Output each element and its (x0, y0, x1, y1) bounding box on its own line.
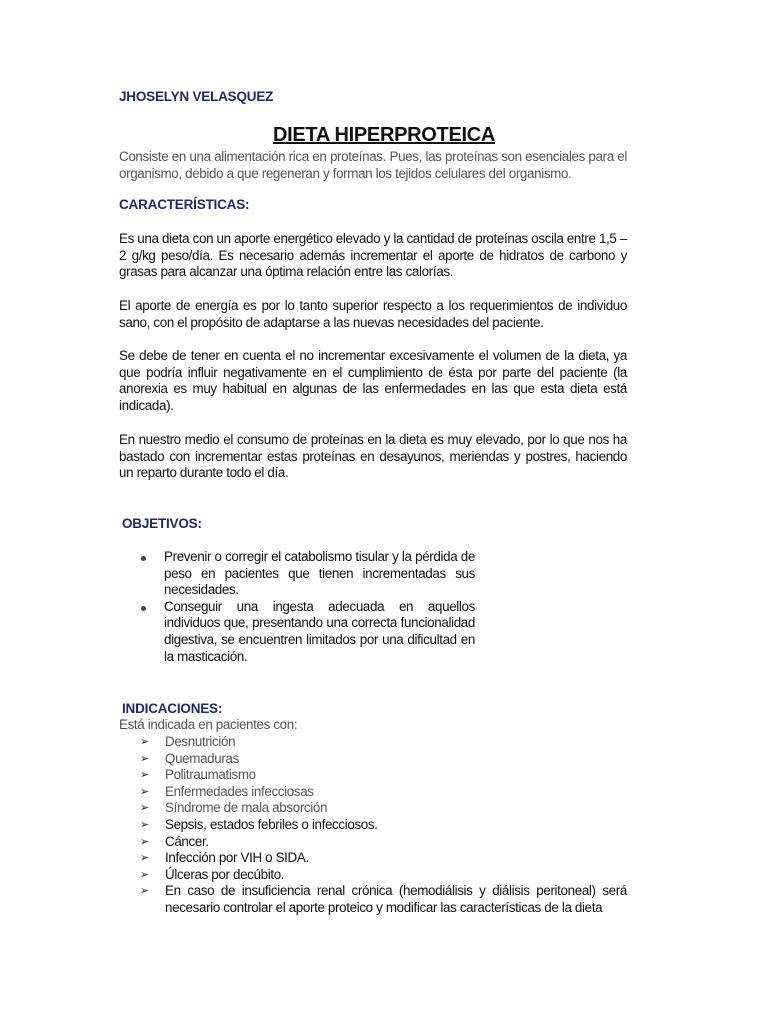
arrow-bullet-icon: ➢ (140, 752, 149, 765)
objetivo-item (119, 549, 475, 599)
objetivo-text: Prevenir o corregir el catabolismo tisular y la pérdida de peso en pacientes que tienen incrementadas sus necesidades. (164, 549, 475, 598)
arrow-bullet-icon: ➢ (140, 785, 149, 798)
indicaciones-list (119, 734, 627, 917)
objetivos-list (119, 549, 475, 665)
indicacion-text: En caso de insuficiencia renal crónica (hemodiálisis y diálisis peritoneal) será necesario controlar el aporte proteico y modificar las características de la dieta (165, 883, 627, 915)
arrow-bullet-icon: ➢ (140, 736, 149, 748)
indicacion-text: Quemaduras (165, 750, 239, 766)
document-title: DIETA HIPERPROTEICA (272, 124, 496, 146)
objetivo-text: Conseguir una ingesta adecuada en aquellos individuos que, presentando una correcta funcionalidad digestiva, se encuentren limitados por una dificultad en la masticación. (164, 598, 475, 664)
arrow-bullet-icon: ➢ (140, 885, 149, 898)
indicacion-item (119, 800, 627, 817)
indicacion-item (119, 784, 627, 801)
indicacion-text: Desnutrición (165, 734, 236, 749)
arrow-bullet-icon: ➢ (140, 868, 149, 881)
objetivos-heading: OBJETIVOS: (122, 516, 202, 531)
caracteristicas-paragraph-1: Es una dieta con un aporte energético elevado y la cantidad de proteínas oscila entre 1,5 – 2 g/kg peso/día. Es necesario además incrementar el aporte de hidratos de carbono y grasas para alcanzar una óptima relación entre las calorías. (119, 231, 627, 280)
caracteristicas-paragraph-3: Se debe de tener en cuenta el no incrementar excesivamente el volumen de la dieta, ya que podría influir negativamente en el cumplimiento de ésta por parte del paciente (la anorexia es muy habitual en algunas de las enfermedades en las que esta dieta está indicada). (119, 348, 627, 413)
caracteristicas-paragraph-2: El aporte de energía es por lo tanto superior respecto a los requerimientos de individuo sano, con el propósito de adaptarse a las nuevas necesidades del paciente. (119, 298, 627, 330)
objetivo-item (119, 599, 475, 665)
arrow-bullet-icon: ➢ (140, 835, 149, 848)
arrow-bullet-icon: ➢ (140, 852, 149, 865)
arrow-bullet-icon: ➢ (140, 769, 149, 782)
indicacion-item (119, 817, 627, 834)
indicacion-item (119, 850, 627, 867)
indicacion-item (119, 834, 627, 851)
indicacion-text: Infección por VIH o SIDA. (165, 850, 309, 866)
indicacion-item (119, 734, 627, 751)
bullet-icon (141, 556, 146, 561)
indicacion-item (119, 867, 627, 884)
caracteristicas-paragraph-4: En nuestro medio el consumo de proteínas en la dieta es muy elevado, por lo que nos ha bastado con incrementar estas proteínas en desayunos, meriendas y postres, haciendo un reparto durante todo el día. (119, 432, 627, 481)
indicaciones-lead: Está indicada en pacientes con: (119, 717, 298, 732)
intro-paragraph: Consiste en una alimentación rica en proteínas. Pues, las proteínas son esenciales para el organismo, debido a que regeneran y forman los tejidos celulares del organismo. (119, 149, 627, 181)
indicacion-text: Síndrome de mala absorción (165, 800, 328, 816)
caracteristicas-heading: CARACTERÍSTICAS: (119, 197, 250, 212)
arrow-bullet-icon: ➢ (140, 818, 149, 831)
indicacion-text: Úlceras por decúbito. (165, 866, 285, 882)
arrow-bullet-icon: ➢ (140, 802, 149, 815)
indicacion-text: Sepsis, estados febriles o infecciosos. (165, 816, 378, 832)
author-name: JHOSELYN VELASQUEZ (119, 89, 274, 104)
indicacion-text: Politraumatismo (165, 767, 256, 783)
indicacion-item (119, 767, 627, 784)
indicacion-text: Cáncer. (165, 833, 209, 849)
indicacion-text: Enfermedades infecciosas (165, 783, 314, 799)
indicaciones-heading: INDICACIONES: (122, 701, 223, 716)
indicacion-item (119, 883, 627, 916)
bullet-icon (141, 606, 146, 611)
indicacion-item (119, 751, 627, 768)
